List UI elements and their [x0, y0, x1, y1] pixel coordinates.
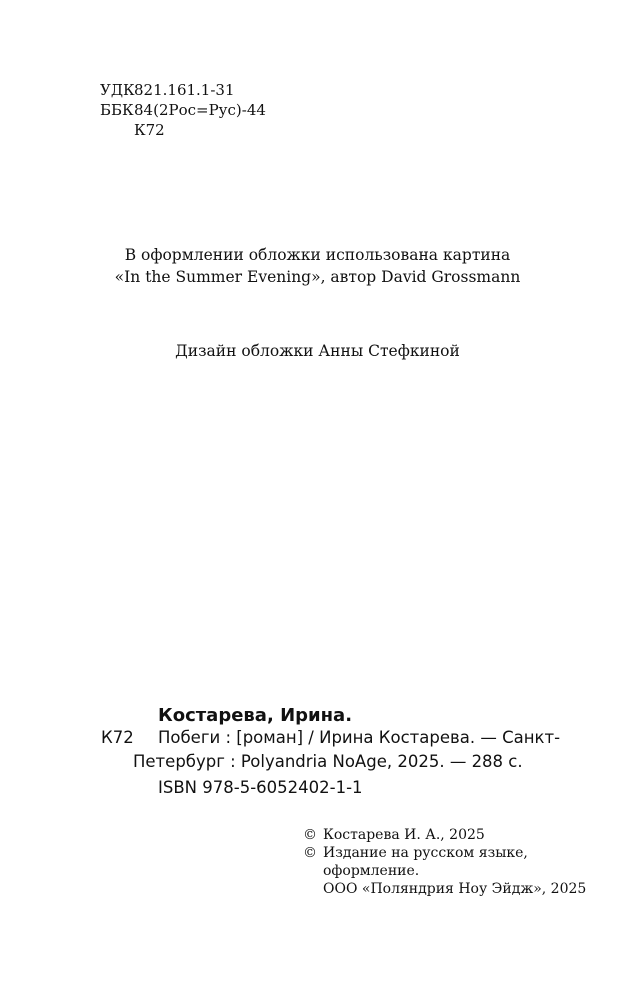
- bib-isbn: ISBN 978-5-6052402-1-1: [158, 778, 363, 797]
- udk-row: [100, 80, 266, 100]
- copyright-item1: Костарева И. А., 2025: [323, 827, 485, 843]
- copyright-icon: ©: [303, 827, 317, 843]
- author-mark: К72: [134, 121, 165, 139]
- cover-credits-line1: В оформлении обложки использована картина: [124, 246, 511, 264]
- udk-label: УДК: [100, 81, 135, 99]
- copyright-row-3: [303, 862, 586, 880]
- copyright-row-4: [303, 880, 586, 898]
- bib-line1: Побеги : [роман] / Ирина Костарева. — Санкт-: [158, 728, 561, 747]
- bib-code: К72: [101, 728, 134, 747]
- copyright-block: [303, 826, 586, 898]
- bbk-value: 84(2Рос=Рус)-44: [134, 101, 266, 119]
- classification-block: [100, 80, 266, 140]
- bbk-label: ББК: [100, 101, 134, 119]
- copyright-row-1: [303, 826, 586, 844]
- cover-design-credit: Дизайн обложки Анны Стефкиной: [175, 342, 460, 360]
- cover-credits: [0, 244, 635, 288]
- cover-credits-line2: «In the Summer Evening», автор David Grossmann: [114, 268, 521, 286]
- copyright-item2-line2: оформление.: [323, 863, 420, 879]
- bib-author: Костарева, Ирина.: [158, 705, 353, 726]
- copyright-icon: ©: [303, 845, 317, 861]
- copyright-item2-line1: Издание на русском языке,: [323, 845, 528, 861]
- udk-value: 821.161.1-31: [134, 81, 235, 99]
- copyright-row-2: [303, 844, 586, 862]
- bib-line2: Петербург : Polyandria NoAge, 2025. — 288 с.: [133, 752, 523, 771]
- bbk-row: [100, 100, 266, 120]
- copyright-item2-line3: ООО «Поляндрия Ноу Эйдж», 2025: [323, 881, 587, 897]
